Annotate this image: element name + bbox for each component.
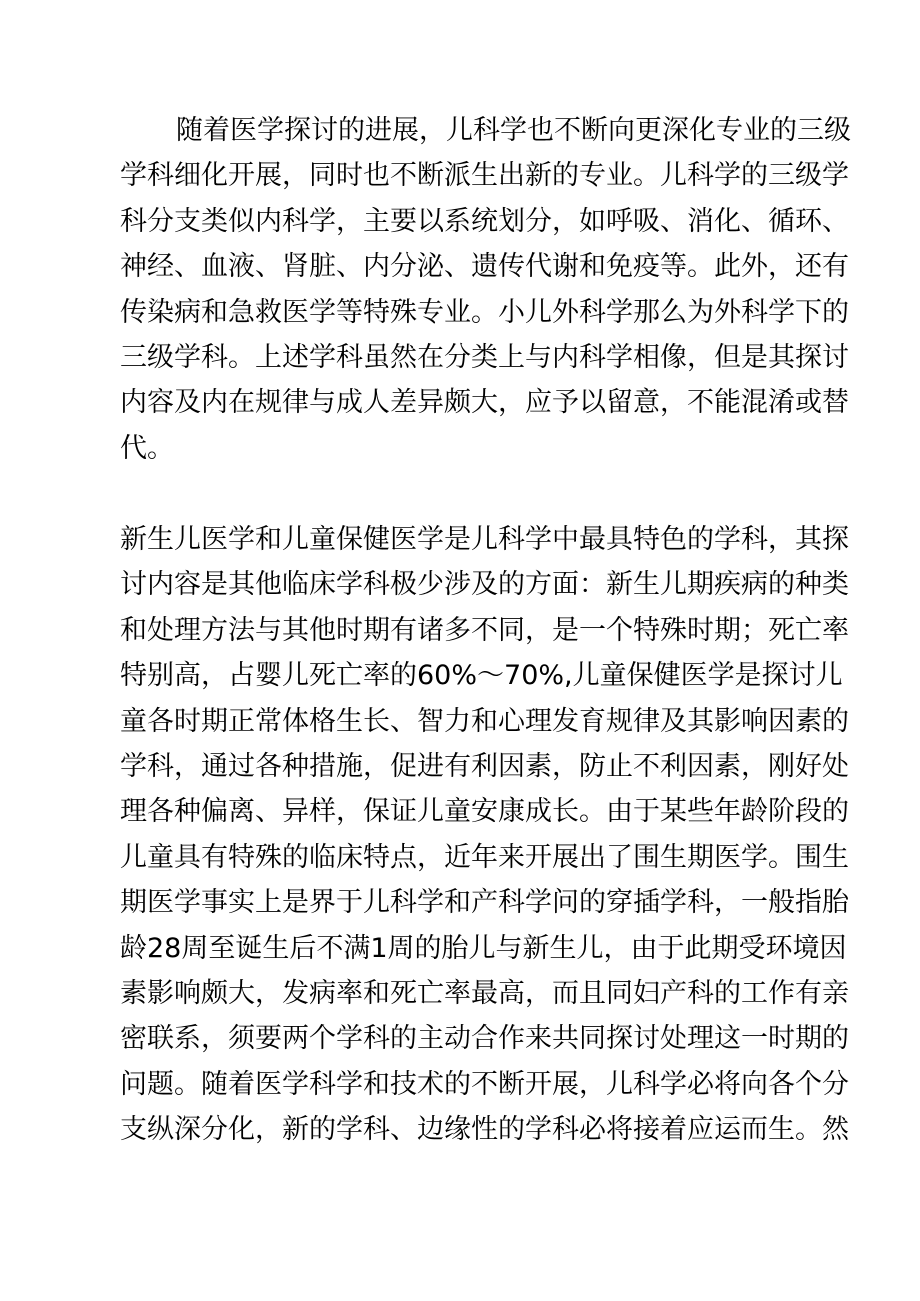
text-line: 新生儿医学和儿童保健医学是儿科学中最具特色的学科，其探 xyxy=(120,524,849,555)
text-line: 和处理方法与其他时期有诸多不同，是一个特殊时期；死亡率 xyxy=(120,614,849,646)
text-line: 童各时期正常体格生长、智力和心理发育规律及其影响因素的 xyxy=(120,705,849,737)
text-line: 代。 xyxy=(120,432,174,464)
text-line: 期医学事实上是界于儿科学和产科学问的穿插学科，一般指胎 xyxy=(120,887,849,919)
text-line: 理各种偏离、异样，保证儿童安康成长。由于某些年龄阶段的 xyxy=(120,796,849,828)
text-line: 三级学科。上述学科虽然在分类上与内科学相像，但是其探讨 xyxy=(120,342,849,374)
text-line: 讨内容是其他临床学科极少涉及的方面：新生儿期疾病的种类 xyxy=(120,569,849,601)
paragraph-2 xyxy=(120,517,849,1153)
text-line: 特别高，占婴儿死亡率的60%～70%,儿童保健医学是探讨儿 xyxy=(120,660,843,692)
text-line: 龄28周至诞生后不满1周的胎儿与新生儿，由于此期受环境因 xyxy=(120,932,847,964)
text-line: 学科细化开展，同时也不断派生出新的专业。儿科学的三级学 xyxy=(120,160,849,192)
text-line: 学科，通过各种措施，促进有利因素，防止不利因素，刚好处 xyxy=(120,751,849,783)
text-line: 支纵深分化，新的学科、边缘性的学科必将接着应运而生。然 xyxy=(120,1114,849,1146)
text-line: 内容及内在规律与成人差异颇大，应予以留意，不能混淆或替 xyxy=(120,387,849,419)
text-line: 传染病和急救医学等特殊专业。小儿外科学那么为外科学下的 xyxy=(120,296,849,328)
text-line: 素影响颇大，发病率和死亡率最高，而且同妇产科的工作有亲 xyxy=(120,978,849,1010)
text-line: 神经、血液、肾脏、内分泌、遗传代谢和免疫等。此外，还有 xyxy=(120,251,849,283)
text-line: 问题。随着医学科学和技术的不断开展，儿科学必将向各个分 xyxy=(120,1068,849,1100)
text-line: 科分支类似内科学，主要以系统划分，如呼吸、消化、循环、 xyxy=(120,205,849,237)
paragraph-1 xyxy=(120,108,851,471)
text-line: 儿童具有特殊的临床特点，近年来开展出了围生期医学。围生 xyxy=(120,841,849,873)
text-line: 随着医学探讨的进展，儿科学也不断向更深化专业的三级 xyxy=(176,115,851,146)
text-line: 密联系，须要两个学科的主动合作来共同探讨处理这一时期的 xyxy=(120,1023,849,1055)
